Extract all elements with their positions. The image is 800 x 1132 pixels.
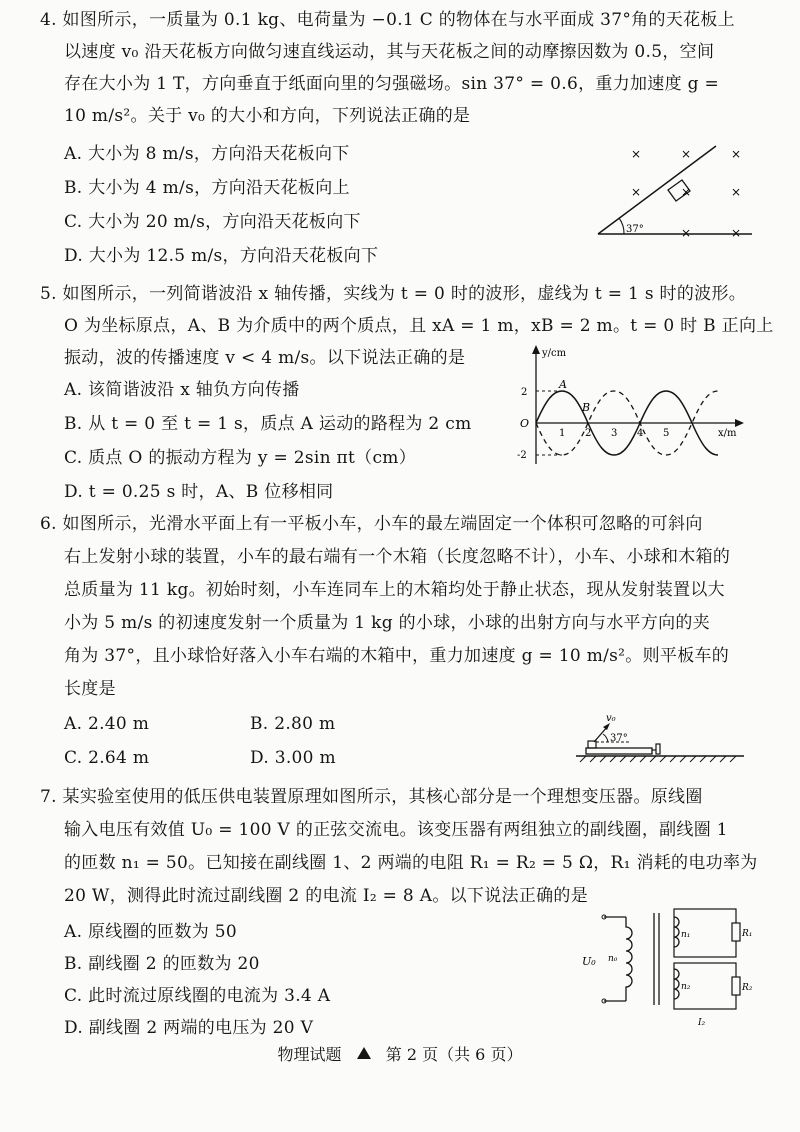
q5-option-b: B. 从 t = 0 至 t = 1 s，质点 A 运动的路程为 2 cm [64,414,472,434]
q5-stem-line-1: 5. 如图所示，一列简谐波沿 x 轴传播，实线为 t = 0 时的波形，虚线为 t = 1 s 时的波形。 [40,284,747,304]
q7-i2-label: I₂ [698,1018,706,1028]
q4-option-d: D. 大小为 12.5 m/s，方向沿天花板向下 [64,246,379,266]
q7-stem-line-3: 的匝数 n₁ = 50。已知接在副线圈 1、2 两端的电阻 R₁ = R₂ = 5 Ω，R₁ 消耗的电功率为 [64,853,758,873]
q7-stem-line-1: 7. 某实验室使用的低压供电装置原理如图所示，其核心部分是一个理想变压器。原线圈 [40,787,703,807]
q4-figure-incline [590,140,760,245]
q7-r1-label: R₁ [742,929,753,939]
page-footer [0,1044,800,1066]
q5-xlabel: x/m [718,428,737,439]
q4-stem-line-2: 以速度 v₀ 沿天花板方向做匀速直线运动，其与天花板之间的动摩擦因数为 0.5，空间 [64,42,715,62]
field-mark: × [681,185,692,199]
q6-stem-line-2: 右上发射小球的装置，小车的最右端有一个木箱（长度忽略不计），小车、小球和木箱的 [64,547,731,567]
field-mark: × [731,226,742,240]
q4-option-b: B. 大小为 4 m/s，方向沿天花板向上 [64,178,350,198]
field-mark: × [631,147,642,161]
q5-xtick-5: 5 [663,428,670,439]
q5-figure-wave [512,340,752,472]
q7-option-d: D. 副线圈 2 两端的电压为 20 V [64,1018,314,1038]
q4-stem-line-1: 4. 如图所示，一质量为 0.1 kg、电荷量为 −0.1 C 的物体在与水平面成 37°角的天花板上 [40,10,735,30]
q6-stem-line-6: 长度是 [64,679,116,699]
q7-option-a: A. 原线圈的匝数为 50 [64,922,238,942]
q4-option-c: C. 大小为 20 m/s，方向沿天花板向下 [64,212,361,232]
q6-option-c: C. 2.64 m [64,748,150,768]
q6-stem-line-3: 总质量为 11 kg。初始时刻，小车连同车上的木箱均处于静止状态，现从发射装置以大 [64,580,725,600]
q7-option-c: C. 此时流过原线圈的电流为 3.4 A [64,986,331,1006]
q5-figure-svg [512,340,752,472]
q6-stem-line-1: 6. 如图所示，光滑水平面上有一平板小车，小车的最左端固定一个体积可忽略的可斜向 [40,514,703,534]
q5-option-c: C. 质点 O 的振动方程为 y = 2sin πt（cm） [64,448,416,468]
q4-angle-label: 37° [626,224,644,235]
q7-option-b: B. 副线圈 2 的匝数为 20 [64,954,260,974]
field-mark: × [681,226,692,240]
q5-ytick-neg2: -2 [517,450,527,461]
footer-page-number: 第 2 页（共 6 页） [385,1045,523,1064]
q5-ytick-2: 2 [521,387,528,398]
q5-option-a: A. 该简谐波沿 x 轴负方向传播 [64,380,300,400]
q5-option-d: D. t = 0.25 s 时，A、B 位移相同 [64,482,334,502]
q6-option-d: D. 3.00 m [250,748,336,768]
q5-point-b: B [582,401,591,414]
q7-n0-label: n₀ [608,954,618,964]
triangle-icon [357,1047,371,1059]
q6-figure-svg [570,710,750,765]
q5-stem-line-2: O 为坐标原点，A、B 为介质中的两个质点，且 xA = 1 m，xB = 2 m。t = 0 时 B 正向上 [64,316,774,336]
q5-xtick-3: 3 [611,428,618,439]
q7-stem-line-2: 输入电压有效值 U₀ = 100 V 的正弦交流电。该变压器有两组独立的副线圈，副线圈 1 [64,820,728,840]
q7-n2-label: n₂ [681,982,691,992]
q5-xtick-1: 1 [559,428,566,439]
q7-stem-line-4: 20 W，测得此时流过副线圈 2 的电流 I₂ = 8 A。以下说法正确的是 [64,886,589,906]
q5-ylabel: y/cm [542,348,567,359]
q6-velocity-label: v₀ [606,713,616,724]
q7-figure-svg [580,905,760,1033]
q5-xtick-4: 4 [637,428,644,439]
q6-figure-cart [570,710,750,765]
field-mark: × [631,185,642,199]
q4-stem-line-4: 10 m/s²。关于 v₀ 的大小和方向，下列说法正确的是 [64,106,471,126]
q6-stem-line-5: 角为 37°，且小球恰好落入小车右端的木箱中，重力加速度 g = 10 m/s²。则平板车的 [64,646,730,666]
q5-xtick-2: 2 [585,428,592,439]
field-mark: × [681,147,692,161]
q6-option-b: B. 2.80 m [250,714,336,734]
q6-option-a: A. 2.40 m [64,714,150,734]
footer-subject: 物理试题 [277,1045,342,1064]
field-mark: × [731,147,742,161]
q4-figure-svg [590,140,760,245]
q5-stem-line-3: 振动，波的传播速度 v < 4 m/s。以下说法正确的是 [64,348,466,368]
q4-option-a: A. 大小为 8 m/s，方向沿天花板向下 [64,144,350,164]
q6-stem-line-4: 小为 5 m/s 的初速度发射一个质量为 1 kg 的小球，小球的出射方向与水平方向的夹 [64,613,711,633]
q7-n1-label: n₁ [681,930,691,940]
q7-figure-transformer [580,905,760,1033]
field-mark: × [731,185,742,199]
q5-origin-label: O [520,417,530,430]
q7-r2-label: R₂ [742,983,753,993]
q5-point-a: A [559,378,567,391]
q6-angle-label: 37° [610,733,628,744]
q7-u0-label: U₀ [582,955,596,968]
q4-stem-line-3: 存在大小为 1 T，方向垂直于纸面向里的匀强磁场。sin 37° = 0.6，重力加速度 g = [64,74,720,94]
